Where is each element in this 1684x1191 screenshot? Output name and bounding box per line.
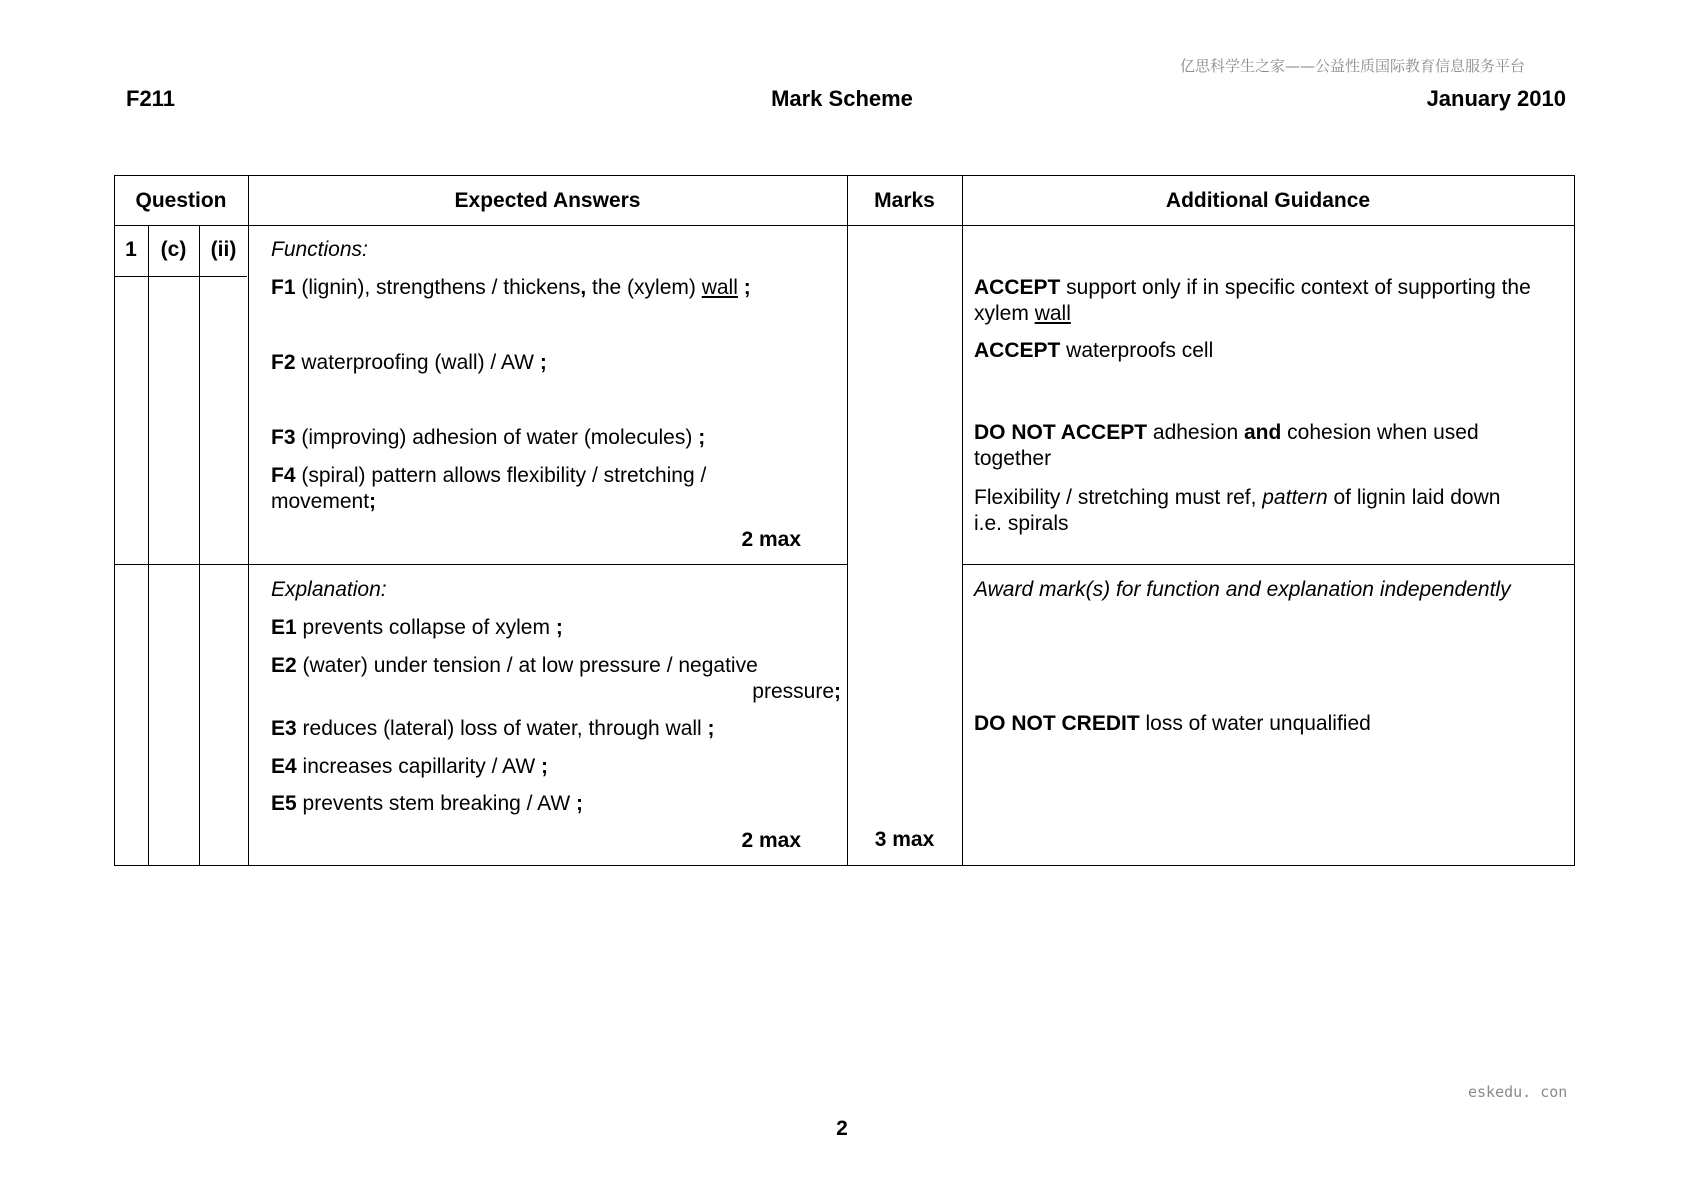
document-date: January 2010 <box>1426 86 1566 111</box>
answer-end-mark: ; <box>737 276 751 299</box>
explanation-heading: Explanation: <box>271 578 387 601</box>
answer-end-mark: ; <box>539 351 547 374</box>
guidance-italic-term: pattern <box>1262 486 1328 509</box>
answer-text: pressure <box>752 680 834 703</box>
guidance-accept-waterproofs <box>974 338 1564 364</box>
answer-underlined-term: wall <box>701 276 738 299</box>
mark-scheme-table <box>114 175 1575 866</box>
guidance-text: adhesion <box>1147 421 1244 444</box>
question-number: 1 <box>125 238 137 261</box>
answer-end-mark: ; <box>541 755 548 778</box>
answer-text: (lignin), strengthens / thickens <box>295 276 581 299</box>
guidance-text: of lignin laid down i.e. spirals <box>974 486 1501 535</box>
answer-text: the (xylem) <box>586 276 702 299</box>
answer-e2-continuation <box>271 679 841 705</box>
guidance-text: waterproofs cell <box>1060 339 1214 362</box>
explanations-max-marks: 2 max <box>741 829 801 852</box>
answer-code: E5 <box>271 792 297 815</box>
guidance-text: support only if in specific context of supporting the xylem <box>974 276 1531 325</box>
guidance-do-not-accept <box>974 420 1534 472</box>
header-question: Question <box>135 189 227 212</box>
guidance-text: Flexibility / stretching must ref, <box>974 486 1263 509</box>
answer-code: F2 <box>271 351 296 374</box>
answer-text: prevents collapse of xylem <box>296 616 556 639</box>
answer-f4 <box>271 463 771 515</box>
guidance-keyword: DO NOT ACCEPT <box>974 421 1148 444</box>
answer-f3 <box>271 425 831 451</box>
answer-code: F1 <box>271 276 296 299</box>
answer-e4 <box>271 754 831 780</box>
answer-code: E4 <box>271 755 297 778</box>
guidance-keyword: DO NOT CREDIT <box>974 712 1140 735</box>
header-marks: Marks <box>874 189 935 212</box>
answer-code: E3 <box>271 717 297 740</box>
answer-e1 <box>271 615 831 641</box>
answer-comma: , <box>580 276 587 299</box>
answer-end-mark: ; <box>707 717 715 740</box>
answer-code: F4 <box>271 464 296 487</box>
guidance-underlined-term: wall <box>1034 302 1071 325</box>
answer-f1 <box>271 275 831 301</box>
answer-e5 <box>271 791 831 817</box>
header-expected-answers: Expected Answers <box>454 189 641 212</box>
total-marks: 3 max <box>874 828 935 851</box>
answer-end-mark: ; <box>369 490 377 513</box>
guidance-accept-support <box>974 275 1564 327</box>
answer-text: waterproofing (wall) / AW <box>295 351 540 374</box>
answer-end-mark: ; <box>576 792 584 815</box>
answer-e3 <box>271 716 831 742</box>
answer-text: increases capillarity / AW <box>296 755 541 778</box>
document-title: Mark Scheme <box>771 86 913 111</box>
answer-code: F3 <box>271 426 296 449</box>
question-subpart: (ii) <box>210 238 237 261</box>
answer-code: E2 <box>271 654 297 677</box>
answer-f2 <box>271 350 831 376</box>
answer-code: E1 <box>271 616 297 639</box>
guidance-flexibility <box>974 485 1534 537</box>
answer-end-mark: ; <box>834 680 841 703</box>
watermark-text-bottom: eskedu. con <box>1468 1083 1568 1101</box>
answer-text: prevents stem breaking / AW <box>296 792 577 815</box>
guidance-award-independently: Award mark(s) for function and explanation independently <box>974 578 1511 601</box>
answer-text: reduces (lateral) loss of water, through wall <box>296 717 708 740</box>
answer-text: (spiral) pattern allows flexibility / stretching / movement <box>271 464 707 513</box>
page-number: 2 <box>836 1117 848 1140</box>
functions-max-marks: 2 max <box>741 528 801 551</box>
functions-heading: Functions: <box>271 238 368 261</box>
guidance-keyword: ACCEPT <box>974 276 1061 299</box>
guidance-keyword-and: and <box>1243 421 1282 444</box>
answer-e2 <box>271 653 831 679</box>
header-additional-guidance: Additional Guidance <box>1165 189 1371 212</box>
guidance-do-not-credit <box>974 711 1564 737</box>
answer-end-mark: ; <box>698 426 706 449</box>
answer-text: (water) under tension / at low pressure / negative <box>296 654 758 677</box>
paper-code: F211 <box>126 86 175 111</box>
guidance-text: loss of water unqualified <box>1139 712 1371 735</box>
watermark-text-top: 亿思科学生之家——公益性质国际教育信息服务平台 <box>1180 57 1526 75</box>
answer-text: (improving) adhesion of water (molecules) <box>295 426 699 449</box>
answer-end-mark: ; <box>555 616 563 639</box>
question-part: (c) <box>160 238 187 261</box>
guidance-text: cohesion when used together <box>974 421 1479 470</box>
guidance-keyword: ACCEPT <box>974 339 1061 362</box>
